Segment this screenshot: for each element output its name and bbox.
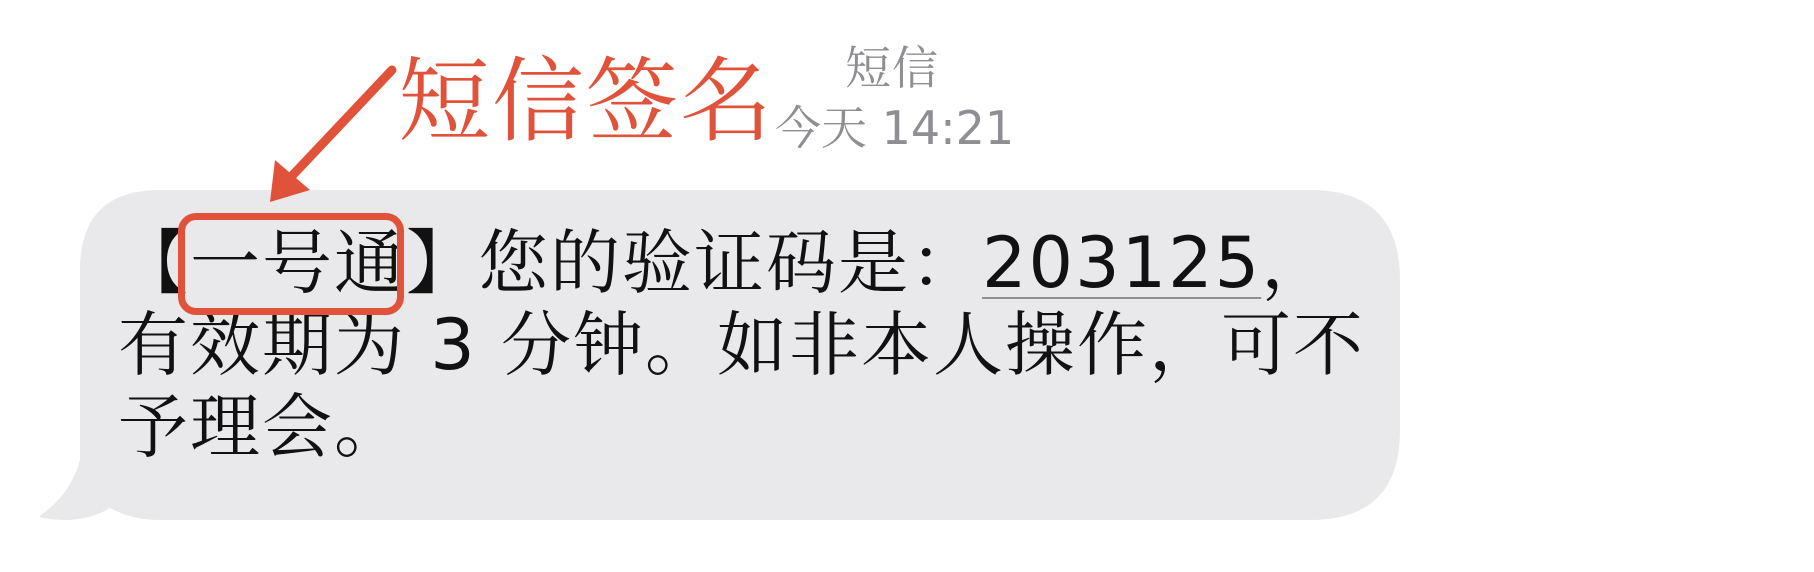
sender-name: 短信 — [845, 41, 939, 95]
annotation-label: 短信签名 — [398, 48, 775, 155]
verification-code-link[interactable]: 203125 — [982, 222, 1262, 304]
message-timestamp: 今天 14:21 — [775, 101, 1015, 155]
sms-signature: 一号通 — [190, 222, 406, 304]
signature-close-bracket: 】 — [406, 222, 478, 304]
signature-highlight-box — [178, 213, 404, 315]
message-text-rest: ，有效期为 3 分钟。如非本人操作，可不予理会。 — [118, 222, 1366, 468]
message-text-intro: 您的验证码是： — [478, 222, 982, 304]
signature-open-bracket: 【 — [118, 222, 190, 304]
arrow-shaft — [290, 70, 392, 178]
